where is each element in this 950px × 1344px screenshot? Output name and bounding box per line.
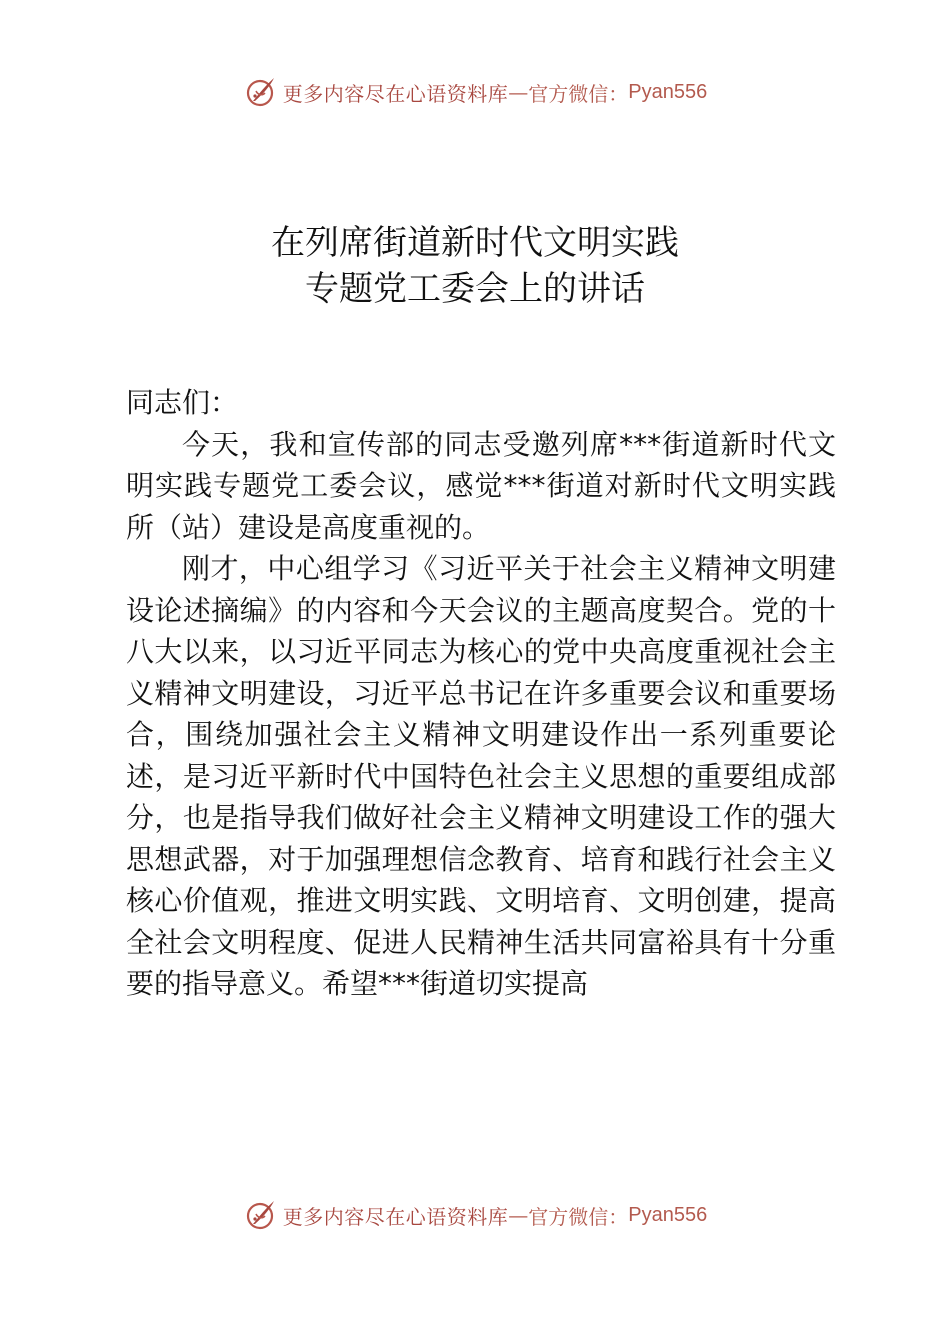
banner-slogan: 更多内容尽在心语资料库 — [282, 1204, 509, 1229]
banner-slogan: 更多内容尽在心语资料库 — [282, 81, 509, 106]
banner-wechat-id: Pyan556 — [628, 80, 708, 103]
document-title — [0, 220, 950, 312]
paragraph: 今天，我和宣传部的同志受邀列席***街道新时代文明实践专题党工委会议，感觉***街道对新时代文明实践所（站）建设是高度重视的。 — [126, 427, 836, 544]
quill-pen-logo-icon — [243, 74, 279, 110]
title-line-1: 在列席街道新时代文明实践 — [271, 223, 679, 263]
salutation: 同志们： — [126, 386, 239, 419]
document-body — [126, 382, 836, 1005]
banner-separator: — — [508, 80, 529, 104]
header-banner — [0, 70, 950, 114]
paragraph: 刚才，中心组学习《习近平关于社会主义精神文明建设论述摘编》的内容和今天会议的主题高度契合。党的十八大以来，以习近平同志为核心的党中央高度重视社会主义精神文明建设，习近平总书记在许多重要会议和重要场合，围绕加强社会主义精神文明建设作出一系列重要论述，是习近平新时代中国特色社会主义思想的重要组成部分，也是指导我们做好社会主义精神文明建设工作的强大思想武器，对于加强理想信念教育、培育和践行社会主义核心价值观，推进文明实践、文明培育、文明创建，提高全社会文明程度、促进人民精神生活共同富裕具有十分重要的指导意义。希望***街道切实提高 — [126, 552, 836, 1000]
banner-wechat-label: 官方微信： — [528, 1204, 629, 1229]
banner-separator: — — [508, 1203, 529, 1227]
title-line-2: 专题党工委会上的讲话 — [305, 269, 645, 309]
footer-banner — [0, 1193, 950, 1237]
quill-pen-logo-icon — [243, 1197, 279, 1233]
banner-wechat-id: Pyan556 — [628, 1203, 708, 1226]
banner-wechat-label: 官方微信： — [528, 81, 629, 106]
